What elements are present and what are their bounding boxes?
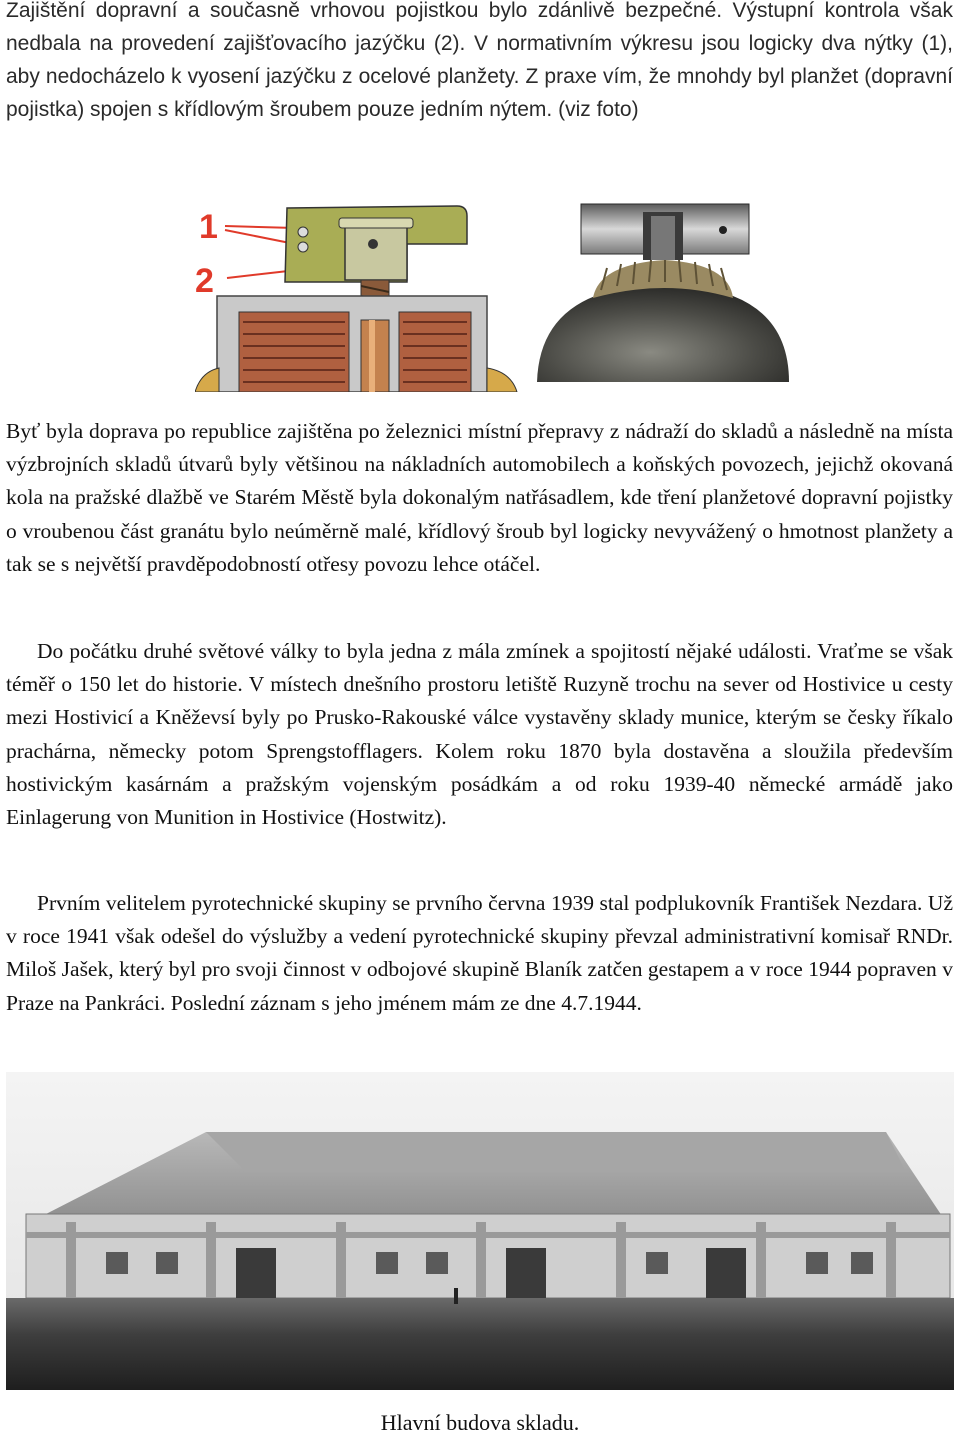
warehouse-photo <box>6 1072 954 1390</box>
label-tongue: 2 <box>195 262 214 300</box>
fuse-cross-section-diagram <box>195 200 520 392</box>
label-rivets: 1 <box>199 208 218 246</box>
grenade-fuse-photo <box>537 200 792 382</box>
intro-paragraph: Zajištění dopravní a současně vrhovou pojistkou bylo zdánlivě bezpečné. Výstupní kontrola však nedbala na provedení zajišťovacího jazýčku (2). V normativním výkresu jsou logicky dva nýtky (1), aby nedocházelo k vyosení jazýčku z ocelové planžety. Z praxe vím, že mnohdy byl planžet (dopravní pojistka) spojen s křídlovým šroubem pouze jedním nýtem. (viz foto) <box>6 0 953 121</box>
commander-paragraph: Prvním velitelem pyrotechnické skupiny se prvního června 1939 stal podplukovník František Nezdara. Už v roce 1941 však odešel do výslužby a vedení pyrotechnické skupiny převzal administrativní komisař RNDr. Miloš Jašek, který byl pro svoji činnost v odbojové skupině Blaník zatčen gestapem a v roce 1944 popraven v Praze na Pankráci. Poslední záznam s jeho jménem mám ze dne 4.7.1944. <box>6 891 953 1015</box>
transport-paragraph: Byť byla doprava po republice zajištěna po železnici místní přepravy z nádraží do skladů a následně na místa výzbrojních skladů útvarů byly většinou na nákladních automobilech a koňských povozech, jejichž okovaná kola na pražské dlažbě ve Starém Městě byla dokonalým natřásadlem, kde tření planžetové dopravní pojistky o vroubenou část granátu bylo neúměrně malé, křídlový šroub byl logicky nevyvážený o hmotnost planžety a tak se s největší pravděpodobností otřesy povozu lehce otáčel. <box>6 419 953 576</box>
history-paragraph: Do počátku druhé světové války to byla jedna z mála zmínek a spojitostí nějaké události. Vraťme se však téměř o 150 let do historie. V místech dnešního prostoru letiště Ruzyně trochu na sever od Hostivice u cesty mezi Hostivicí a Kněževsí byly po Prusko-Rakouské válce vystavěny sklady munice, kterým se česky říkalo prachárna, německy potom Sprengstofflagers. Kolem roku 1870 byla dostavěna a sloužila především hostivickým kasárnám a pražským vojenským posádkám a od roku 1939-40 německé armádě jako Einlagerung von Munition in Hostivice (Hostwitz). <box>6 639 953 830</box>
photo-caption: Hlavní budova skladu. <box>380 1410 580 1435</box>
